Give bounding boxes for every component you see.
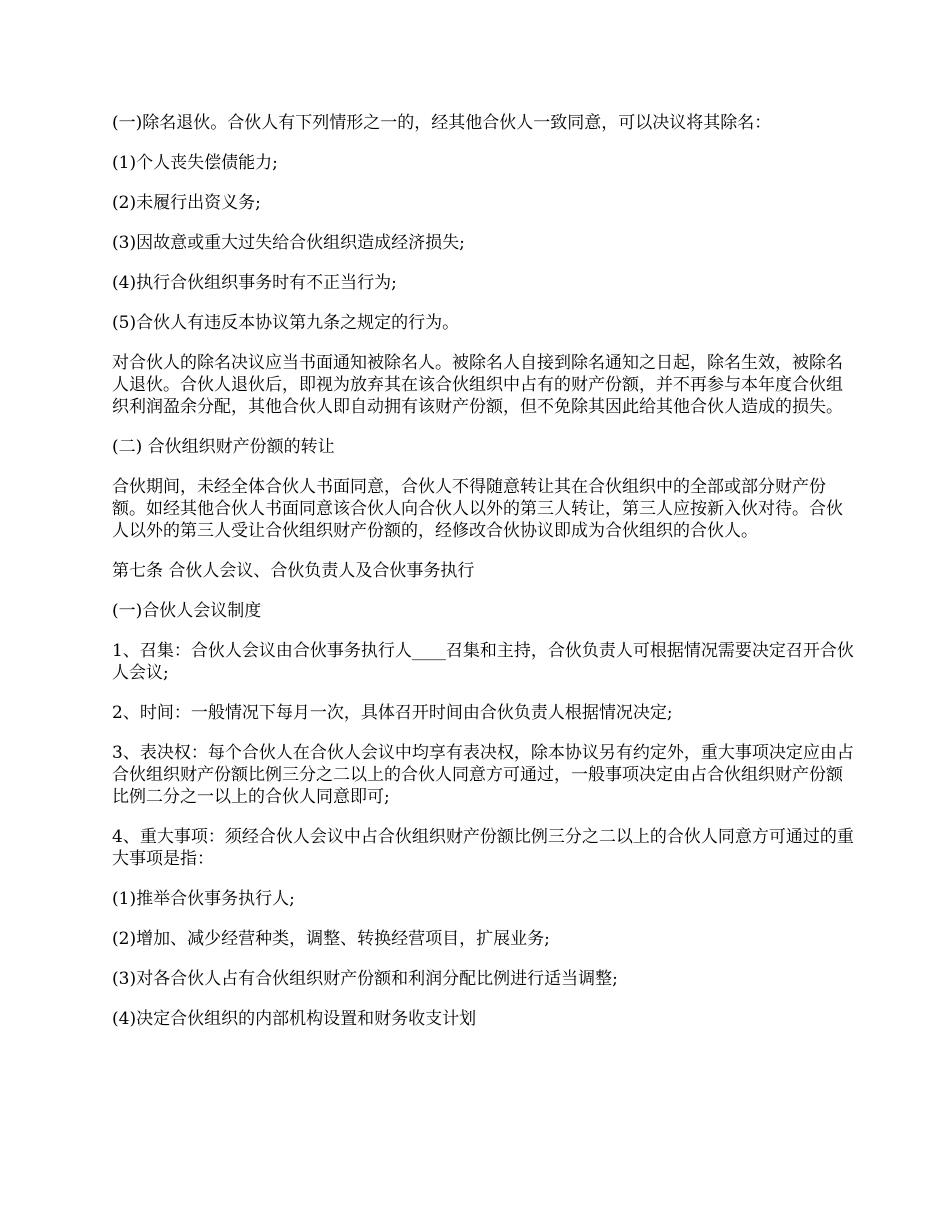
paragraph-meeting-system-heading: (一)合伙人会议制度 <box>112 601 262 621</box>
paragraph-major-item-4: (4)决定合伙组织的内部机构设置和财务收支计划 <box>112 1009 477 1029</box>
paragraph-item-4: (4)执行合伙组织事务时有不正当行为; <box>112 273 397 293</box>
paragraph-voting-rights: 3、表决权：每个合伙人在合伙人会议中均享有表决权，除本协议另有约定外，重大事项决定应由占合伙组织财产份额比例三分之二以上的合伙人同意方可通过，一般事项决定由占合伙组织财产份额比例二分之一以上的合伙人同意即可; <box>112 743 854 807</box>
paragraph-major-matters: 4、重大事项：须经合伙人会议中占合伙组织财产份额比例三分之二以上的合伙人同意方可通过的重大事项是指： <box>112 827 854 869</box>
paragraph-major-item-3: (3)对各合伙人占有合伙组织财产份额和利润分配比例进行适当调整; <box>112 969 618 989</box>
paragraph-item-3: (3)因故意或重大过失给合伙组织造成经济损失; <box>112 233 465 253</box>
paragraph-expulsion-notice: 对合伙人的除名决议应当书面通知被除名人。被除名人自接到除名通知之日起，除名生效，被除名人退伙。合伙人退伙后，即视为放弃其在该合伙组织中占有的财产份额，并不再参与本年度合伙组织利润盈余分配，其他合伙人即自动拥有该财产份额，但不免除其因此给其他合伙人造成的损失。 <box>112 353 843 417</box>
paragraph-item-1: (1)个人丧失偿债能力; <box>112 153 278 173</box>
paragraph-item-2: (2)未履行出资义务; <box>112 193 261 213</box>
paragraph-item-5: (5)合伙人有违反本协议第九条之规定的行为。 <box>112 313 460 333</box>
paragraph-major-item-1: (1)推举合伙事务执行人; <box>112 889 295 909</box>
paragraph-transfer-heading: (二) 合伙组织财产份额的转让 <box>112 437 335 457</box>
paragraph-expulsion-heading: (一)除名退伙。合伙人有下列情形之一的，经其他合伙人一致同意，可以决议将其除名： <box>112 113 772 133</box>
paragraph-article-seven-heading: 第七条 合伙人会议、合伙负责人及合伙事务执行 <box>112 561 475 581</box>
document-body <box>112 112 854 1048</box>
paragraph-transfer-body: 合伙期间，未经全体合伙人书面同意，合伙人不得随意转让其在合伙组织中的全部或部分财产份额。如经其他合伙人书面同意该合伙人向合伙人以外的第三人转让，第三人应按新入伙对待。合伙人以外的第三人受让合伙组织财产份额的，经修改合伙协议即成为合伙组织的合伙人。 <box>112 477 843 541</box>
paragraph-major-item-2: (2)增加、减少经营种类，调整、转换经营项目，扩展业务; <box>112 929 550 949</box>
paragraph-meeting-convene: 1、召集：合伙人会议由合伙事务执行人____召集和主持，合伙负责人可根据情况需要决定召开合伙人会议; <box>112 641 854 683</box>
paragraph-meeting-time: 2、时间：一般情况下每月一次，具体召开时间由合伙负责人根据情况决定; <box>112 703 673 723</box>
